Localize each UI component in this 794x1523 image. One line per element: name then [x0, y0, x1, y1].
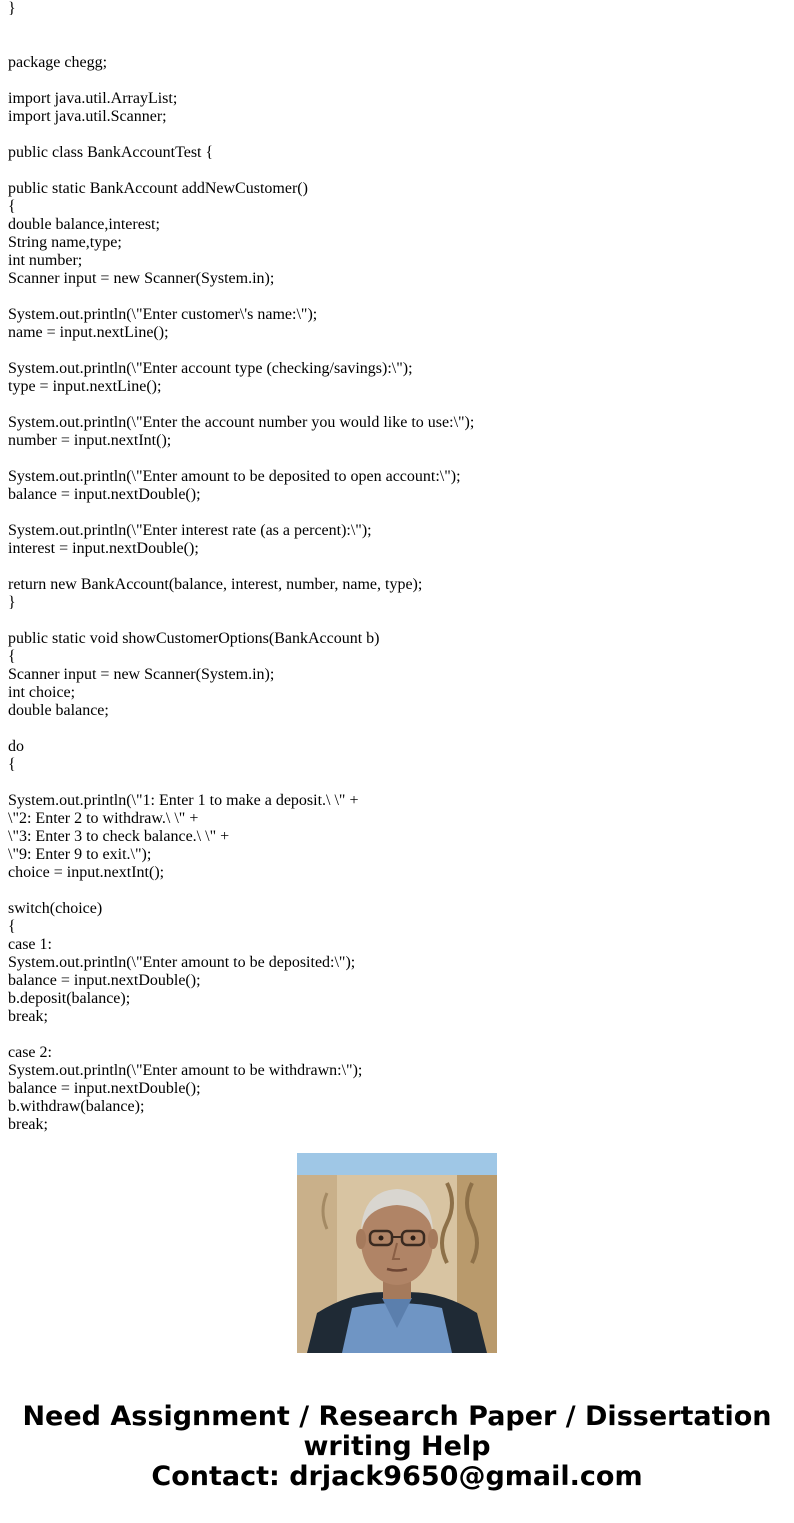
code-line: int choice; [8, 684, 76, 701]
code-line: \"9: Enter 9 to exit.\"); [8, 846, 152, 863]
code-line: public static BankAccount addNewCustomer() [8, 180, 308, 197]
code-line: import java.util.Scanner; [8, 108, 167, 125]
code-line: b.deposit(balance); [8, 990, 131, 1007]
code-line [8, 612, 788, 630]
code-line: } [8, 0, 16, 17]
code-line: public static void showCustomerOptions(BankAccount b) [8, 630, 380, 647]
code-line: System.out.println(\"Enter amount to be withdrawn:\"); [8, 1062, 363, 1079]
code-line: double balance; [8, 702, 109, 719]
code-line: { [8, 756, 16, 773]
code-line [8, 18, 788, 36]
promo-contact-line[interactable]: Contact: drjack9650@gmail.com [151, 1461, 643, 1492]
code-line: \"2: Enter 2 to withdraw.\ \" + [8, 810, 199, 827]
code-line [8, 774, 788, 792]
code-line: break; [8, 1116, 48, 1133]
code-listing [8, 0, 788, 1133]
code-line: System.out.println(\"Enter amount to be deposited:\"); [8, 954, 356, 971]
code-line [8, 504, 788, 522]
code-line [8, 558, 788, 576]
code-line: case 1: [8, 936, 52, 953]
code-line: System.out.println(\"Enter amount to be deposited to open account:\"); [8, 468, 461, 485]
code-line: import java.util.ArrayList; [8, 90, 178, 107]
author-avatar [297, 1153, 497, 1353]
code-line [8, 72, 788, 90]
code-line [8, 1026, 788, 1044]
promo-line-2: writing Help [303, 1431, 491, 1462]
code-line: \"3: Enter 3 to check balance.\ \" + [8, 828, 230, 845]
code-line: case 2: [8, 1044, 52, 1061]
code-line [8, 882, 788, 900]
code-line: choice = input.nextInt(); [8, 864, 165, 881]
promo-line-1: Need Assignment / Research Paper / Dissertation [22, 1401, 772, 1432]
person-portrait-icon [297, 1153, 497, 1353]
code-line: System.out.println(\"Enter interest rate (as a percent):\"); [8, 522, 372, 539]
code-line [8, 126, 788, 144]
code-line: balance = input.nextDouble(); [8, 486, 201, 503]
code-line: System.out.println(\"Enter account type (checking/savings):\"); [8, 360, 413, 377]
code-line: { [8, 648, 16, 665]
code-line: } [8, 594, 16, 611]
code-line: balance = input.nextDouble(); [8, 1080, 201, 1097]
code-line: System.out.println(\"1: Enter 1 to make a deposit.\ \" + [8, 792, 359, 809]
code-line: switch(choice) [8, 900, 103, 917]
code-line: Scanner input = new Scanner(System.in); [8, 666, 275, 683]
code-line: name = input.nextLine(); [8, 324, 169, 341]
code-line: interest = input.nextDouble(); [8, 540, 199, 557]
code-line: return new BankAccount(balance, interest, number, name, type); [8, 576, 423, 593]
code-line: { [8, 918, 16, 935]
code-line: b.withdraw(balance); [8, 1098, 145, 1115]
code-line: String name,type; [8, 234, 122, 251]
code-line: break; [8, 1008, 48, 1025]
code-line: public class BankAccountTest { [8, 144, 214, 161]
code-line: { [8, 198, 16, 215]
code-line [8, 36, 788, 54]
code-line [8, 720, 788, 738]
code-line: Scanner input = new Scanner(System.in); [8, 270, 275, 287]
code-line [8, 396, 788, 414]
code-line: int number; [8, 252, 83, 269]
code-line: System.out.println(\"Enter the account number you would like to use:\"); [8, 414, 475, 431]
code-line: type = input.nextLine(); [8, 378, 162, 395]
code-line [8, 342, 788, 360]
code-line: number = input.nextInt(); [8, 432, 172, 449]
code-line [8, 450, 788, 468]
code-line: do [8, 738, 24, 755]
code-line: package chegg; [8, 54, 108, 71]
code-line [8, 288, 788, 306]
code-line: double balance,interest; [8, 216, 160, 233]
code-line: balance = input.nextDouble(); [8, 972, 201, 989]
code-line: System.out.println(\"Enter customer\'s name:\"); [8, 306, 318, 323]
promo-banner [0, 1402, 794, 1492]
code-line [8, 162, 788, 180]
